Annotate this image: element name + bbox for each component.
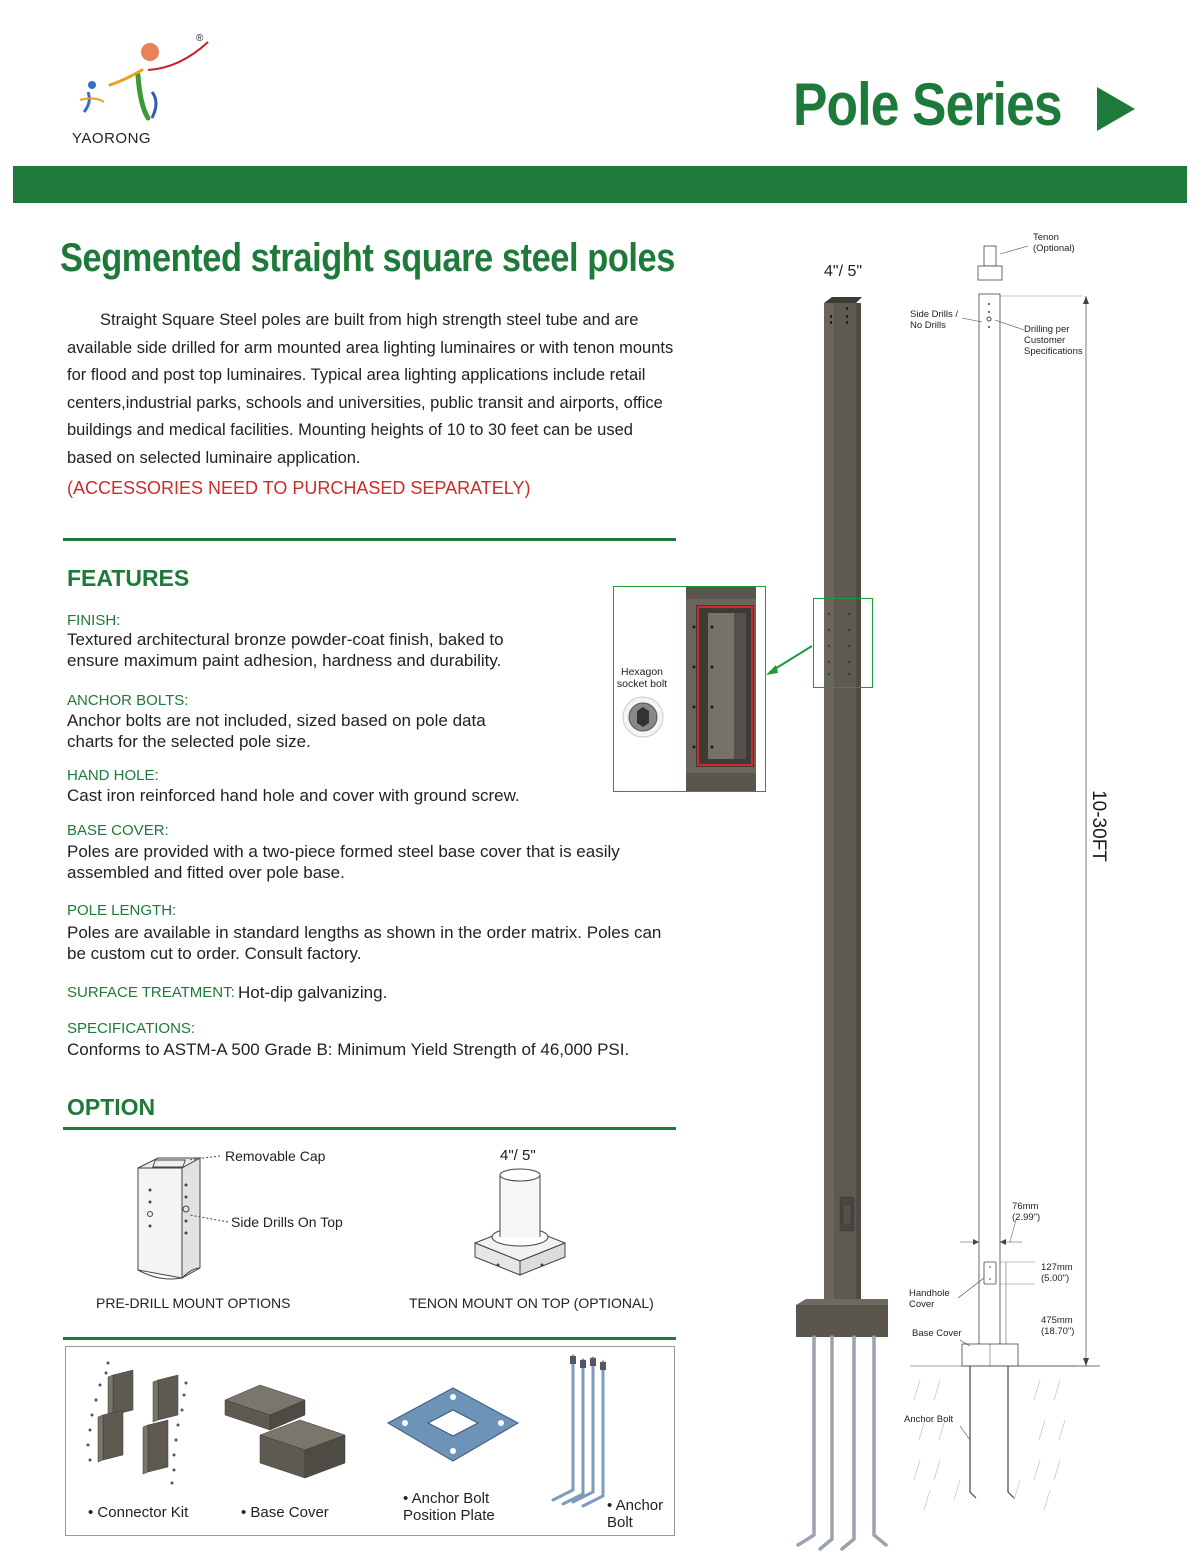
handhole-cover-label: Handhole Cover — [909, 1288, 950, 1310]
play-arrow-icon — [1097, 87, 1137, 131]
side-drills-diagram-label: Side Drills / No Drills — [910, 309, 959, 331]
hand-hole-label: HAND HOLE: — [67, 767, 159, 784]
dim-76-label: 76mm (2.99") — [1012, 1201, 1041, 1223]
accessories-note: (ACCESSORIES NEED TO PURCHASED SEPARATELY) — [67, 478, 531, 498]
anchor-plate-label: • Anchor Bolt Position Plate — [403, 1490, 495, 1524]
height-dimension: 10-30FT — [1087, 790, 1109, 862]
pre-drill-caption: PRE-DRILL MOUNT OPTIONS — [96, 1295, 291, 1311]
tenon-caption: TENON MOUNT ON TOP (OPTIONAL) — [409, 1295, 654, 1311]
base-cover-acc-text: Base Cover — [250, 1504, 329, 1521]
zoom-arrow — [760, 640, 820, 680]
features-heading: FEATURES — [67, 565, 190, 591]
base-cover-diagram-label: Base Cover — [912, 1328, 962, 1339]
technical-diagram — [900, 230, 1130, 1520]
drilling-label: Drilling per Customer Specifications — [1024, 324, 1083, 357]
leader-lines — [170, 1150, 230, 1230]
logo — [70, 30, 220, 130]
base-cover-illustration — [220, 1380, 350, 1485]
intro-text: Straight Square Steel poles are built from high strength steel tube and are available side drilled for arm mounted area lighting luminaires or with tenon mounts for flood and post top luminaires. Typical area lighting applications include retail centers,industrial parks, schools and universities, public transit and airports, office buildings and medical facilities. Mounting heights of 10 to 30 feet can be used based on selected luminaire application. — [67, 311, 674, 467]
logo-mark-icon — [70, 30, 220, 130]
tenon-size-label: 4"/ 5" — [500, 1147, 536, 1164]
connector-kit-text: Connector Kit — [97, 1504, 189, 1521]
hexagon-bolt-label: Hexagon socket bolt — [616, 666, 668, 690]
pole-length-label: POLE LENGTH: — [67, 902, 177, 919]
anchor-bolts-label: ANCHOR BOLTS: — [67, 692, 189, 709]
tenon-label: Tenon (Optional) — [1033, 232, 1075, 254]
registered-mark: ® — [196, 33, 204, 44]
option-heading: OPTION — [67, 1094, 156, 1120]
series-title: Pole Series — [793, 71, 1062, 138]
anchor-bolt-acc-text: Anchor Bolt — [607, 1497, 664, 1531]
base-cover-acc-label: • Base Cover — [241, 1504, 329, 1521]
divider — [63, 1337, 676, 1340]
finish-text: Textured architectural bronze powder-coat finish, baked to ensure maximum paint adhesion, hardness and durability. — [67, 630, 504, 670]
finish-label: FINISH: — [67, 612, 121, 629]
anchor-plate-illustration — [383, 1383, 523, 1468]
page-title: Segmented straight square steel poles — [60, 236, 675, 280]
zoom-highlight — [813, 598, 873, 688]
base-cover-text: Poles are provided with a two-piece formed steel base cover that is easily assembled and fitted over pole base. — [67, 842, 620, 882]
anchor-bolts-text: Anchor bolts are not included, sized based on pole data charts for the selected pole size. — [67, 711, 486, 751]
surface-treatment-label: SURFACE TREATMENT: — [67, 984, 235, 1001]
removable-cap-label: Removable Cap — [225, 1148, 326, 1164]
brand-name: YAORONG — [72, 130, 152, 147]
side-drills-label: Side Drills On Top — [231, 1214, 343, 1230]
specifications-label: SPECIFICATIONS: — [67, 1020, 196, 1037]
connector-kit-label: • Connector Kit — [88, 1504, 189, 1521]
anchor-bolt-diagram-label: Anchor Bolt — [904, 1414, 954, 1425]
pole-length-text: Poles are available in standard lengths as shown in the order matrix. Poles can be custom cut to order. Consult factory. — [67, 923, 662, 963]
dim-127-label: 127mm (5.00") — [1041, 1262, 1073, 1284]
intro-paragraph — [67, 307, 677, 472]
tenon-mount-illustration — [470, 1165, 570, 1285]
pole-illustration — [790, 295, 900, 1555]
divider — [63, 538, 676, 541]
anchor-bolt-illustration — [545, 1350, 610, 1510]
header-bar — [13, 166, 1187, 203]
hand-hole-text: Cast iron reinforced hand hole and cover with ground screw. — [67, 786, 520, 805]
connector-kit-illustration — [78, 1355, 203, 1490]
base-cover-label: BASE COVER: — [67, 822, 169, 839]
surface-treatment-text: Hot-dip galvanizing. — [238, 983, 388, 1002]
dim-475-label: 475mm (18.70") — [1041, 1315, 1075, 1337]
specifications-text: Conforms to ASTM-A 500 Grade B: Minimum Yield Strength of 46,000 PSI. — [67, 1040, 630, 1059]
divider — [63, 1127, 676, 1130]
pole-size-label: 4"/ 5" — [824, 263, 863, 280]
anchor-plate-text: Anchor Bolt Position Plate — [403, 1490, 495, 1524]
anchor-bolt-acc-label: • Anchor Bolt — [607, 1497, 664, 1531]
